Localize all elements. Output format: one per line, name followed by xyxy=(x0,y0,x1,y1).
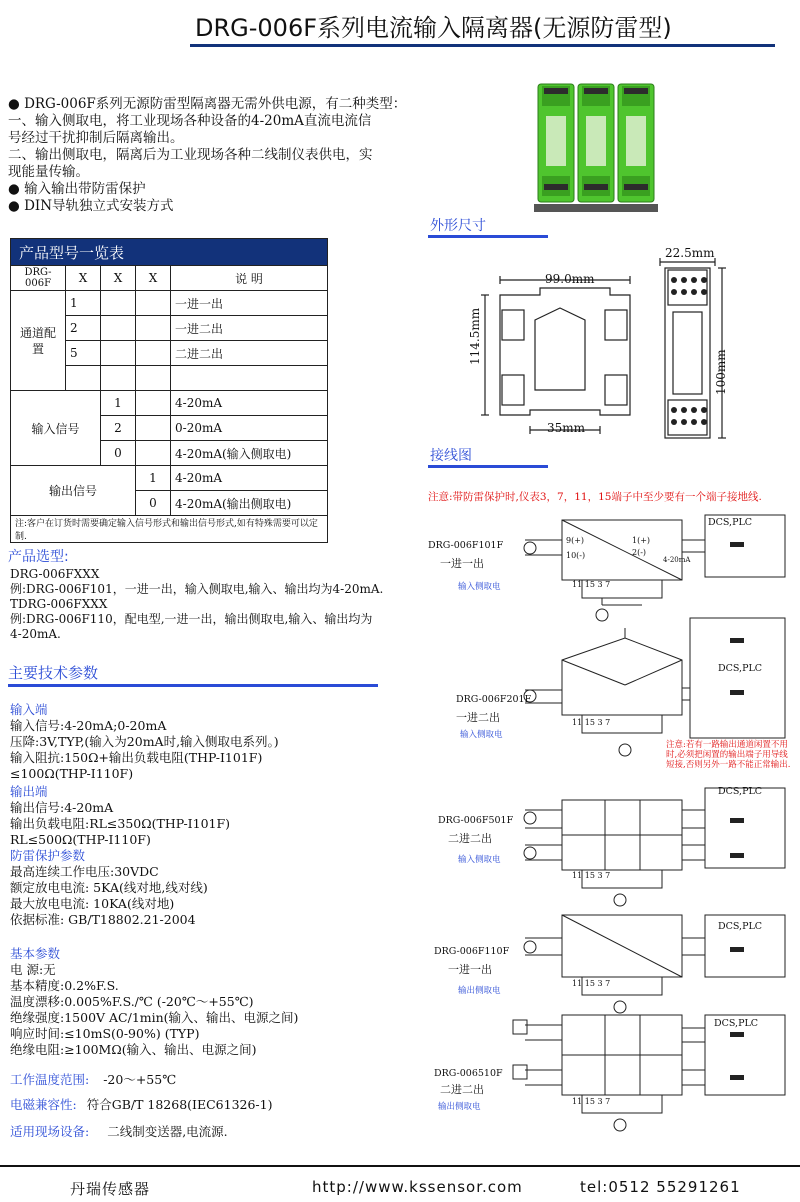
table-cell: 2 xyxy=(66,316,101,341)
param-line: 最高连续工作电压:30VDC xyxy=(10,864,159,879)
dimensions-heading: 外形尺寸 xyxy=(430,218,486,234)
dcs-label: DCS,PLC xyxy=(714,1018,759,1029)
output-signal-label: 输出信号 xyxy=(11,466,136,516)
channel-config-label: 通道配置 xyxy=(11,291,66,391)
table-cell: 4-20mA xyxy=(171,466,328,491)
dim-bottom-main: 35mm xyxy=(547,421,586,435)
emc-value: 符合GB/T 18268(IEC61326-1) xyxy=(86,1097,273,1112)
footer-company: 丹瑞传感器 xyxy=(70,1180,151,1198)
terminal-bottom: 11 15 3 7 xyxy=(572,979,611,988)
table-header-cell: X xyxy=(66,266,101,291)
table-cell: 4-20mA(输出侧取电) xyxy=(171,491,328,516)
input-signal-label: 输入信号 xyxy=(11,391,101,466)
dim-height-side: 100mm xyxy=(714,349,728,395)
diagram-power: 输出侧取电 xyxy=(458,986,501,996)
wiring-warning: 注意:带防雷保护时,仪表3，7，11，15端子中至少要有一个端子接地线. xyxy=(428,491,762,503)
table-cell: 2 xyxy=(101,416,136,441)
wiring-rule xyxy=(428,465,548,468)
selection-line: 例:DRG-006F110，配电型,一进一出，输出侧取电,输入、输出均为 xyxy=(10,612,373,626)
param-line: ≤100Ω(THP-I110F) xyxy=(10,766,134,781)
basic-heading: 基本参数 xyxy=(10,946,61,961)
selection-heading: 产品选型: xyxy=(8,549,69,565)
diagram-model: DRG-006F101F xyxy=(428,540,504,551)
field-value: 二线制变送器,电流源. xyxy=(107,1124,228,1139)
dcs-label: DCS,PLC xyxy=(708,517,753,528)
table-note: 注:客户在订货时需要确定输入信号形式和输出信号形式,如有特殊需要可以定制. xyxy=(11,516,328,543)
temp-value: -20～+55℃ xyxy=(103,1072,177,1087)
terminal-label: 9(+) xyxy=(566,536,585,545)
param-line: 温度漂移:0.005%F.S./℃ (-20℃～+55℃) xyxy=(10,994,254,1009)
page-title: DRG-006F系列电流输入隔离器(无源防雷型) xyxy=(195,14,672,42)
temp-label: 工作温度范围: xyxy=(10,1072,90,1087)
wiring-heading: 接线图 xyxy=(430,448,472,464)
terminal-bottom: 11 15 3 7 xyxy=(572,718,611,727)
param-line: 基本精度:0.2%F.S. xyxy=(10,978,119,993)
tech-rule xyxy=(8,684,378,687)
diagram-power: 输入侧取电 xyxy=(458,582,501,592)
param-line: 电 源:无 xyxy=(10,962,56,977)
terminal-bottom: 11 15 3 7 xyxy=(572,1097,611,1106)
param-line: 压降:3V,TYP,(输入为20mA时,输入侧取电系列。) xyxy=(10,734,279,749)
param-line: 输出信号:4-20mA xyxy=(10,800,114,815)
intro-line: ● DIN导轨独立式安装方式 xyxy=(8,198,174,214)
emc-label: 电磁兼容性: xyxy=(10,1097,77,1112)
terminal-label: 1(+) xyxy=(632,536,651,545)
ma-label: 4-20mA xyxy=(663,556,691,564)
diagram-model: DRG-006F110F xyxy=(434,946,510,957)
product-image xyxy=(530,72,665,217)
table-cell: 1 xyxy=(101,391,136,416)
intro-line: 二、输出侧取电，隔离后为工业现场各种二线制仪表供电，实 xyxy=(8,147,373,163)
input-params xyxy=(10,702,410,782)
param-line: 绝缘电阻:≥100MΩ(输入、输出、电源之间) xyxy=(10,1042,257,1057)
param-line: 依据标准: GB/T18802.21-2004 xyxy=(10,912,196,927)
diagram-type: 一进二出 xyxy=(456,711,500,724)
table-cell: 1 xyxy=(66,291,101,316)
output-heading: 输出端 xyxy=(10,784,48,799)
dimension-drawing xyxy=(460,250,790,445)
dcs-label: DCS,PLC xyxy=(718,921,763,932)
dimensions-rule xyxy=(428,235,548,238)
selection-line: TDRG-006FXXX xyxy=(10,597,108,611)
table-cell: 一进一出 xyxy=(171,291,328,316)
diagram-type: 一进一出 xyxy=(448,963,492,976)
dim-width-side: 22.5mm xyxy=(665,246,715,260)
table-cell: 4-20mA xyxy=(171,391,328,416)
table-header-cell: DRG-006F xyxy=(11,266,66,291)
diagram-type: 一进一出 xyxy=(440,557,484,570)
terminal-label: 10(-) xyxy=(566,551,586,560)
table-cell: 0 xyxy=(101,441,136,466)
diagram-type: 二进二出 xyxy=(440,1083,484,1096)
terminal-bottom: 11 15 3 7 xyxy=(572,871,611,880)
selection-line: 4-20mA. xyxy=(10,627,61,641)
intro-line: ● 输入输出带防雷保护 xyxy=(8,181,146,197)
param-line: 输入阻抗:150Ω+输出负载电阻(THP-I101F) xyxy=(10,750,263,765)
table-cell: 5 xyxy=(66,341,101,366)
temp-range xyxy=(10,1072,410,1088)
table-cell: 1 xyxy=(136,466,171,491)
tech-heading: 主要技术参数 xyxy=(8,664,99,682)
footer-tel: tel:0512 55291261 xyxy=(580,1178,741,1196)
param-line: 输入信号:4-20mA;0-20mA xyxy=(10,718,167,733)
param-line: 响应时间:≤10mS(0-90%) (TYP) xyxy=(10,1026,200,1041)
table-cell: 0-20mA xyxy=(171,416,328,441)
lightning-heading: 防雷保护参数 xyxy=(10,848,86,863)
selection-line: DRG-006FXXX xyxy=(10,567,100,581)
param-line: RL≤500Ω(THP-I110F) xyxy=(10,832,151,847)
intro-line: ● DRG-006F系列无源防雷型隔离器无需外供电源，有二种类型： xyxy=(8,96,407,112)
model-table-heading: 产品型号一览表 xyxy=(11,239,328,266)
table-header-cell: X xyxy=(101,266,136,291)
diagram-power: 输入侧取电 xyxy=(458,855,501,865)
intro-text xyxy=(8,96,518,215)
idle-channel-note: 注意:若有一路输出通道闲置不用时,必须把闲置的输出端子用导线短接,否则另外一路不能正常输出. xyxy=(666,740,791,770)
selection-text xyxy=(10,567,430,642)
footer-url[interactable]: http://www.kssensor.com xyxy=(312,1178,523,1196)
table-header-cell: X xyxy=(136,266,171,291)
intro-line: 号经过干扰抑制后隔离输出。 xyxy=(8,130,184,146)
intro-line: 现能量传输。 xyxy=(8,164,89,180)
dim-height-main: 114.5mm xyxy=(468,307,482,365)
param-line: 输出负载电阻:RL≤350Ω(THP-I101F) xyxy=(10,816,231,831)
intro-line: 一、输入侧取电，将工业现场各种设备的4-20mA直流电流信 xyxy=(8,113,372,129)
selection-line: 例:DRG-006F101，一进一出，输入侧取电,输入、输出均为4-20mA. xyxy=(10,582,384,596)
model-table xyxy=(10,238,328,543)
emc xyxy=(10,1097,410,1113)
diagram-model: DRG-006F201F xyxy=(456,694,532,705)
param-line: 额定放电电流: 5KA(线对地,线对线) xyxy=(10,880,208,895)
diagram-model: DRG-006510F xyxy=(434,1068,503,1079)
table-header-cell: 说 明 xyxy=(171,266,328,291)
output-params xyxy=(10,784,410,848)
param-line: 最大放电电流: 10KA(线对地) xyxy=(10,896,175,911)
basic-params xyxy=(10,946,410,1058)
param-line: 绝缘强度:1500V AC/1min(输入、输出、电源之间) xyxy=(10,1010,299,1025)
diagram-model: DRG-006F501F xyxy=(438,815,514,826)
table-cell: 一进二出 xyxy=(171,316,328,341)
diagram-type: 二进二出 xyxy=(448,832,492,845)
field-devices xyxy=(10,1124,410,1140)
diagram-power: 输出侧取电 xyxy=(438,1102,481,1112)
dim-width-main: 99.0mm xyxy=(545,272,595,286)
table-cell: 二进二出 xyxy=(171,341,328,366)
dcs-label: DCS,PLC xyxy=(718,663,763,674)
table-cell: 0 xyxy=(136,491,171,516)
terminal-bottom: 11 15 3 7 xyxy=(572,580,611,589)
diagram-power: 输入侧取电 xyxy=(460,730,503,740)
title-underline xyxy=(190,44,775,47)
field-label: 适用现场设备: xyxy=(10,1124,90,1139)
dcs-label: DCS,PLC xyxy=(718,786,763,797)
terminal-label: 2(-) xyxy=(632,548,647,557)
table-cell: 4-20mA(输入侧取电) xyxy=(171,441,328,466)
input-heading: 输入端 xyxy=(10,702,48,717)
footer-rule xyxy=(0,1165,800,1167)
lightning-params xyxy=(10,848,410,928)
